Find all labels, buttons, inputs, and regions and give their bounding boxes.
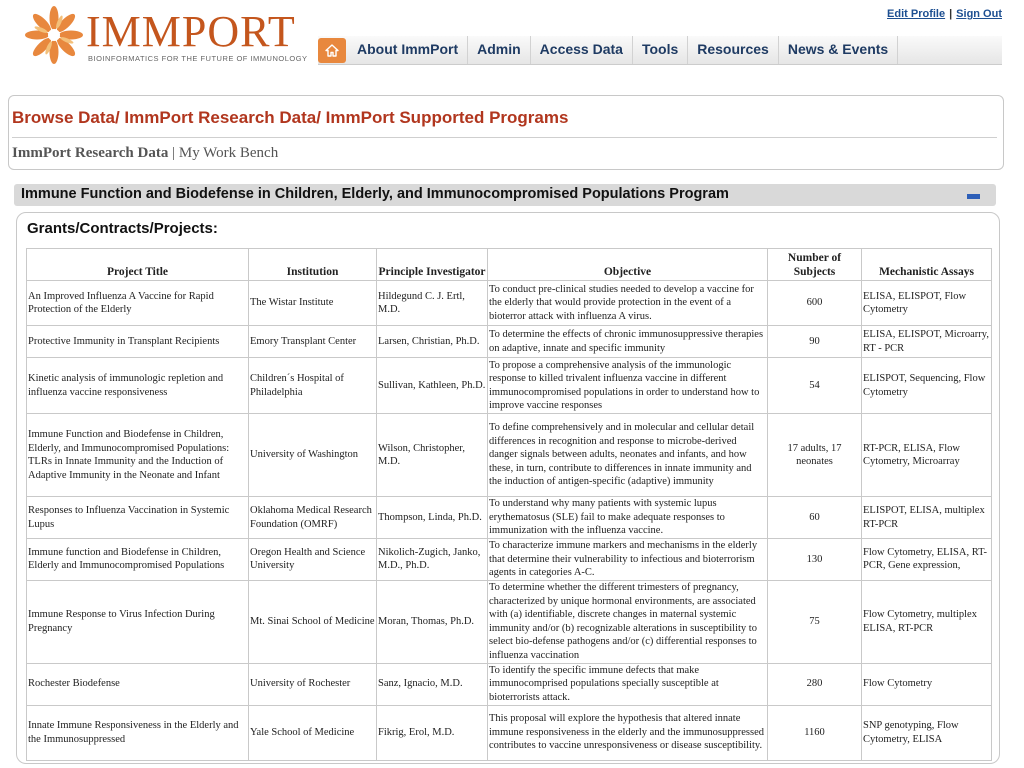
table-row xyxy=(27,705,992,760)
my-work-bench-link[interactable]: My Work Bench xyxy=(178,145,279,161)
nav-item-news-events[interactable]: News & Events xyxy=(779,36,898,64)
project-title-cell: Immune function and Biodefense in Children, Elderly and Immunocompromised Populations xyxy=(27,539,249,581)
sign-out-link[interactable]: Sign Out xyxy=(956,8,1002,20)
table-header-row xyxy=(27,249,992,281)
breadcrumb-panel xyxy=(8,95,1004,170)
link-separator: | xyxy=(949,8,953,20)
investigator-cell: Thompson, Linda, Ph.D. xyxy=(377,497,488,539)
subjects-cell: 280 xyxy=(768,663,862,705)
investigator-cell: Wilson, Christopher, M.D. xyxy=(377,414,488,497)
column-header[interactable]: Number of Subjects xyxy=(768,249,862,281)
project-title-cell: Immune Response to Virus Infection During Pregnancy xyxy=(27,580,249,663)
investigator-cell: Sullivan, Kathleen, Ph.D. xyxy=(377,358,488,414)
project-title-cell: Protective Immunity in Transplant Recipients xyxy=(27,326,249,358)
logo-wordmark: IMMPORT xyxy=(86,7,296,56)
table-row xyxy=(27,539,992,581)
institution-cell: Children´s Hospital of Philadelphia xyxy=(249,358,377,414)
objective-cell: To propose a comprehensive analysis of the immunologic response to killed trivalent influenza vaccine in different immunocompromised populations in order to understand how to improve vaccine responses xyxy=(488,358,768,414)
objective-cell: To define comprehensively and in molecular and cellular detail differences in recognition and response to microbe-derived danger signals between adults, neonates and infants, and how these, in turn, contribute to differences in innate immunity and the induction of antigen-specific (adaptive) immunity xyxy=(488,414,768,497)
objective-cell: This proposal will explore the hypothesis that altered innate immune responsiveness in the elderly and the immunosuppressed contributes to vaccine unresponsiveness or disease susceptibility. xyxy=(488,705,768,760)
investigator-cell: Moran, Thomas, Ph.D. xyxy=(377,580,488,663)
project-title-cell: Rochester Biodefense xyxy=(27,663,249,705)
institution-cell: Yale School of Medicine xyxy=(249,705,377,760)
subjects-cell: 90 xyxy=(768,326,862,358)
program-content xyxy=(16,212,1000,764)
project-title-cell: Responses to Influenza Vaccination in Systemic Lupus xyxy=(27,497,249,539)
grants-heading: Grants/Contracts/Projects: xyxy=(27,220,218,237)
home-icon xyxy=(325,44,339,57)
table-row xyxy=(27,414,992,497)
column-header[interactable]: Mechanistic Assays xyxy=(862,249,992,281)
nav-item-resources[interactable]: Resources xyxy=(688,36,779,64)
table-row xyxy=(27,580,992,663)
subjects-cell: 600 xyxy=(768,281,862,326)
investigator-cell: Sanz, Ignacio, M.D. xyxy=(377,663,488,705)
column-header[interactable]: Objective xyxy=(488,249,768,281)
institution-cell: Oregon Health and Science University xyxy=(249,539,377,581)
project-title-cell: Immune Function and Biodefense in Children, Elderly, and Immunocompromised Populations: TLRs in Innate Immunity and the Induction of Adaptive Immunity in the Neonate and Infant xyxy=(27,414,249,497)
institution-cell: Oklahoma Medical Research Foundation (OMRF) xyxy=(249,497,377,539)
program-header xyxy=(14,184,996,206)
column-header[interactable]: Principle Investigator xyxy=(377,249,488,281)
objective-cell: To determine whether the different trimesters of pregnancy, characterized by unique hormonal environments, are associated with (a) identifiable, discrete changes in maternal systemic immunity and/or (b) recognizable alterations in susceptibility to select bio-defense pathogens and/or (c) differential responses to influenza vaccination xyxy=(488,580,768,663)
institution-cell: University of Washington xyxy=(249,414,377,497)
table-row xyxy=(27,326,992,358)
objective-cell: To conduct pre-clinical studies needed to develop a vaccine for the elderly that would provide protection in the event of a bioterror attack with influenza A virus. xyxy=(488,281,768,326)
objective-cell: To characterize immune markers and mechanisms in the elderly that determine their vulnerability to infectious and bioterrorism agents in categories A-C. xyxy=(488,539,768,581)
institution-cell: Mt. Sinai School of Medicine xyxy=(249,580,377,663)
assays-cell: ELISPOT, ELISA, multiplex RT-PCR xyxy=(862,497,992,539)
investigator-cell: Hildegund C. J. Ertl, M.D. xyxy=(377,281,488,326)
assays-cell: SNP genotyping, Flow Cytometry, ELISA xyxy=(862,705,992,760)
nav-item-access-data[interactable]: Access Data xyxy=(531,36,633,64)
investigator-cell: Nikolich-Zugich, Janko, M.D., Ph.D. xyxy=(377,539,488,581)
institution-cell: University of Rochester xyxy=(249,663,377,705)
research-data-link[interactable]: ImmPort Research Data xyxy=(12,145,169,161)
logo-tagline: BIOINFORMATICS FOR THE FUTURE OF IMMUNOLOGY xyxy=(88,54,308,63)
investigator-cell: Fikrig, Erol, M.D. xyxy=(377,705,488,760)
workspace-links xyxy=(12,145,278,162)
project-title-cell: Innate Immune Responsiveness in the Elderly and the Immunosuppressed xyxy=(27,705,249,760)
nav-item-about[interactable]: About ImmPort xyxy=(348,36,468,64)
column-header[interactable]: Project Title xyxy=(27,249,249,281)
assays-cell: Flow Cytometry, ELISA, RT-PCR, Gene expression, xyxy=(862,539,992,581)
objective-cell: To identify the specific immune defects that make immunocomprised populations specially susceptible at bioterrorists attack. xyxy=(488,663,768,705)
assays-cell: RT-PCR, ELISA, Flow Cytometry, Microarray xyxy=(862,414,992,497)
institution-cell: Emory Transplant Center xyxy=(249,326,377,358)
account-links xyxy=(887,8,1002,20)
program-title: Immune Function and Biodefense in Children, Elderly, and Immunocompromised Populations Program xyxy=(21,186,729,202)
table-row xyxy=(27,358,992,414)
immport-logo[interactable] xyxy=(24,4,308,70)
home-button[interactable] xyxy=(318,38,346,63)
table-row xyxy=(27,497,992,539)
institution-cell: The Wistar Institute xyxy=(249,281,377,326)
nav-item-admin[interactable]: Admin xyxy=(468,36,531,64)
divider xyxy=(12,137,997,138)
table-row xyxy=(27,663,992,705)
main-nav xyxy=(318,36,1002,65)
assays-cell: Flow Cytometry, multiplex ELISA, RT-PCR xyxy=(862,580,992,663)
subjects-cell: 60 xyxy=(768,497,862,539)
assays-cell: ELISPOT, Sequencing, Flow Cytometry xyxy=(862,358,992,414)
workspace-separator: | xyxy=(172,145,176,161)
assays-cell: Flow Cytometry xyxy=(862,663,992,705)
subjects-cell: 54 xyxy=(768,358,862,414)
project-title-cell: An Improved Influenza A Vaccine for Rapid Protection of the Elderly xyxy=(27,281,249,326)
assays-cell: ELISA, ELISPOT, Flow Cytometry xyxy=(862,281,992,326)
grants-table xyxy=(26,248,992,761)
assays-cell: ELISA, ELISPOT, Microarry, RT - PCR xyxy=(862,326,992,358)
nav-item-tools[interactable]: Tools xyxy=(633,36,688,64)
subjects-cell: 130 xyxy=(768,539,862,581)
project-title-cell: Kinetic analysis of immunologic repletion and influenza vaccine responsiveness xyxy=(27,358,249,414)
breadcrumb: Browse Data/ ImmPort Research Data/ ImmPort Supported Programs xyxy=(12,108,569,127)
column-header[interactable]: Institution xyxy=(249,249,377,281)
table-row xyxy=(27,281,992,326)
edit-profile-link[interactable]: Edit Profile xyxy=(887,8,946,20)
logo-star-icon xyxy=(24,4,84,66)
subjects-cell: 1160 xyxy=(768,705,862,760)
subjects-cell: 17 adults, 17 neonates xyxy=(768,414,862,497)
collapse-icon[interactable] xyxy=(967,194,980,199)
objective-cell: To determine the effects of chronic immunosuppressive therapies on adaptive, innate and specific immunity xyxy=(488,326,768,358)
subjects-cell: 75 xyxy=(768,580,862,663)
investigator-cell: Larsen, Christian, Ph.D. xyxy=(377,326,488,358)
objective-cell: To understand why many patients with systemic lupus erythematosus (SLE) fail to make adequate responses to immunization with the influenza vaccine. xyxy=(488,497,768,539)
